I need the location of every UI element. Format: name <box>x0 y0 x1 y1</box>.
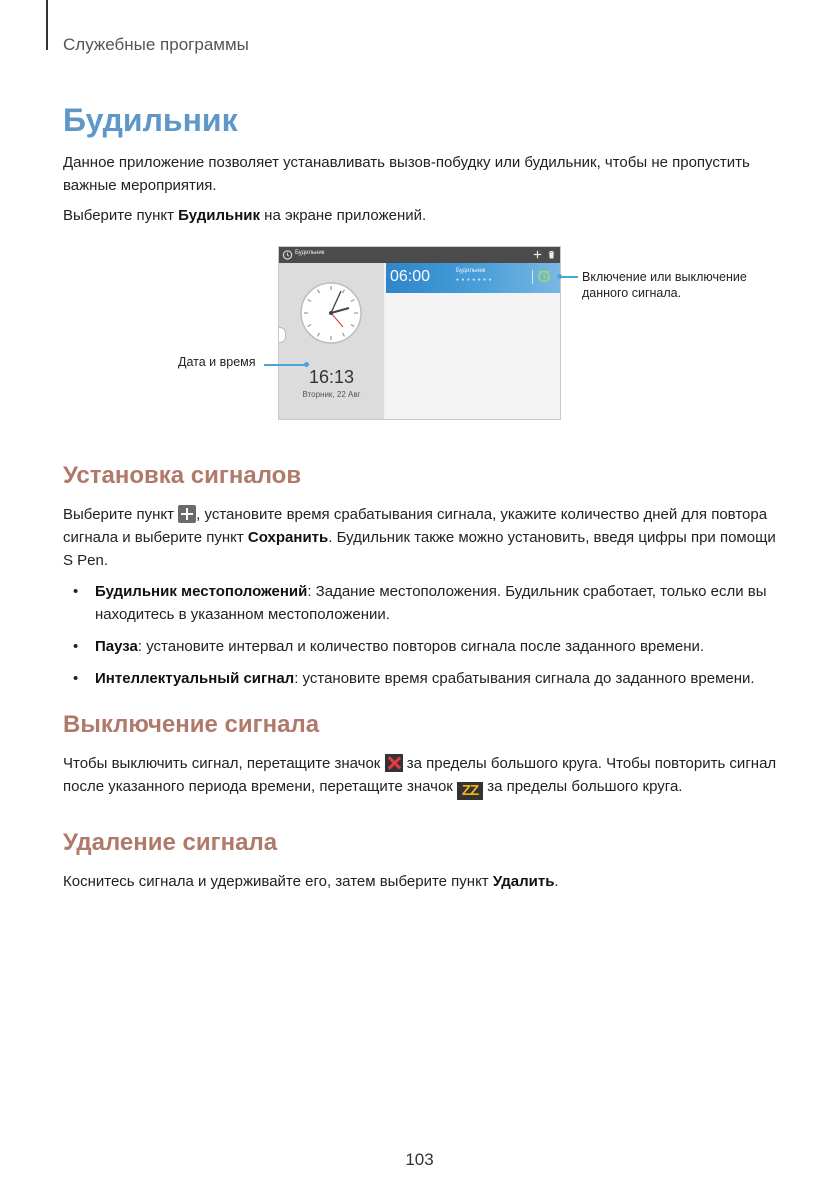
intro-select-prefix: Выберите пункт <box>63 207 179 224</box>
bullet: • <box>73 583 79 600</box>
alarm-label: Будильник <box>456 268 486 274</box>
list-item <box>63 667 783 690</box>
callout-line-toggle <box>560 276 578 278</box>
list-item <box>63 635 783 658</box>
delete-icon[interactable] <box>546 249 557 260</box>
option-title: Будильник местоположений <box>95 583 308 600</box>
delete-alarm-text-2: . <box>554 873 559 890</box>
heading-stop-alarm: Выключение сигнала <box>63 711 320 738</box>
app-screenshot <box>278 246 561 420</box>
save-label: Сохранить <box>247 529 329 546</box>
callout-datetime: Дата и время <box>178 355 256 369</box>
page-number: 103 <box>405 1150 434 1169</box>
bullet: • <box>73 670 79 687</box>
stop-alarm-text-3: за пределы большого круга. <box>483 778 683 795</box>
dismiss-icon <box>385 754 403 772</box>
bullet: • <box>73 638 79 655</box>
app-title-bar <box>279 247 560 263</box>
section-header: Служебные программы <box>63 35 249 54</box>
option-title: Интеллектуальный сигнал <box>95 670 295 687</box>
current-time: 16:13 <box>308 367 355 387</box>
alarm-divider <box>532 270 533 284</box>
set-alarms-text-3: . Будильник также можно установить, введя цифры при помощи S Pen. <box>63 529 776 569</box>
page-title: Будильник <box>63 102 238 138</box>
stop-alarm-text-2: за пределы большого круга. Чтобы повторить сигнал после указанного периода времени, перетащите значок <box>63 755 777 795</box>
analog-clock-icon <box>299 281 363 345</box>
delete-alarm-paragraph <box>63 870 783 893</box>
callout-toggle-line1: Включение или выключение <box>582 270 747 284</box>
callout-dot-datetime <box>304 362 309 367</box>
alarm-list-area <box>386 293 560 419</box>
snooze-icon: ZZ <box>457 782 483 800</box>
set-alarms-text-1: Выберите пункт <box>63 506 179 523</box>
alarm-item[interactable] <box>386 263 560 293</box>
alarm-time: 06:00 <box>390 268 431 285</box>
option-text: : Задание местоположения. Будильник сработает, только если вы находитесь в указанном местоположении. <box>95 583 767 623</box>
list-item <box>63 580 783 626</box>
option-text: : установите интервал и количество повторов сигнала после заданного времени. <box>137 638 705 655</box>
alarm-app-icon <box>282 249 293 260</box>
delete-alarm-text-1: Коснитесь сигнала и удерживайте его, затем выберите пункт <box>63 873 493 890</box>
option-text: : установите время срабатывания сигнала до заданного времени. <box>294 670 755 687</box>
intro-paragraph: Данное приложение позволяет устанавливать вызов-побудку или будильник, чтобы не пропустить важные мероприятия. <box>63 154 750 194</box>
header-rule <box>46 0 48 50</box>
set-alarms-paragraph <box>63 503 783 572</box>
heading-delete-alarm: Удаление сигнала <box>63 829 278 856</box>
intro-select-bold: Будильник <box>178 207 261 224</box>
alarm-toggle-icon[interactable] <box>537 269 551 283</box>
stop-alarm-paragraph <box>63 752 783 800</box>
add-icon[interactable] <box>532 249 543 260</box>
plus-icon <box>178 505 196 523</box>
clock-panel <box>279 263 384 419</box>
callout-line-datetime <box>264 364 306 366</box>
panel-handle[interactable] <box>278 327 286 343</box>
delete-label: Удалить <box>492 873 555 890</box>
stop-alarm-text-1: Чтобы выключить сигнал, перетащите значок <box>63 755 385 772</box>
intro-select-suffix: на экране приложений. <box>260 207 427 224</box>
option-title: Пауза <box>95 638 138 655</box>
callout-toggle <box>582 269 747 301</box>
alarm-options-list <box>63 580 783 699</box>
app-title: Будильник <box>295 250 325 256</box>
heading-set-alarms: Установка сигналов <box>63 462 302 489</box>
callout-toggle-line2: данного сигнала. <box>582 286 682 300</box>
current-date: Вторник, 22 Авг <box>302 390 361 399</box>
alarm-days: ● ● ● ● ● ● ● <box>456 277 492 283</box>
intro-instruction <box>63 204 783 227</box>
set-alarms-text-2: , установите время срабатывания сигнала, укажите количество дней для повтора сигнала и выберите пункт <box>63 506 768 546</box>
